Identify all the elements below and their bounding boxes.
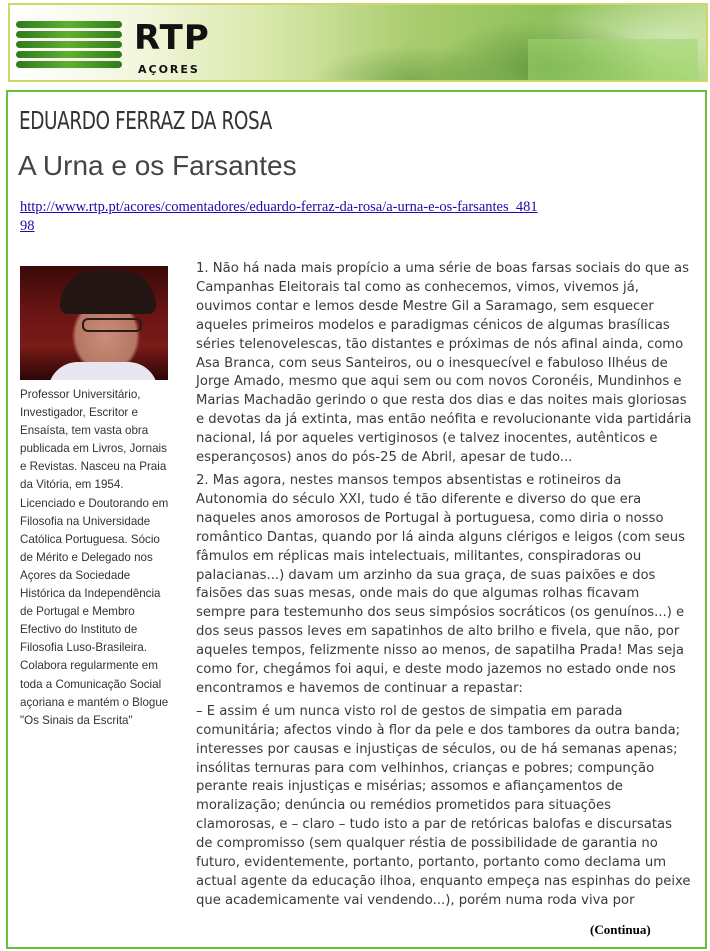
author-bio: Professor Universitário, Investigador, Escritor e Ensaísta, tem vasta obra publicada em Livros, Jornais e Revistas. Nasceu na Praia da Vitória, em 1954. Licenciado e Doutorando em Filosofia na Universidade Católica Portuguesa. Sócio de Mérito e Delegado nos Açores da Sociedade Histórica da Independência de Portugal e Membro Efectivo do Instituto de Filosofia Luso-Brasileira. Colabora regularmente em toda a Comunicação Social açoriana e mantém o Blogue "Os Sinais da Escrita": [20, 388, 169, 727]
continua-label: (Continua): [590, 922, 651, 937]
article-body: [196, 260, 692, 915]
paragraph: – E assim é um nunca visto rol de gestos de simpatia em parada comunitária; afectos vindo à flor da pele e dos tambores da outra banda; interesses por causas e injustiças de séculos, ou de há semanas apenas; insólitas ternuras para com velhinhos, crianças e pobres; compunção perante reais injustiças e misérias; assomos e afiançamentos de moralização; denúncia ou remédios prometidos para situações clamorosas, e – claro – tudo isto a par de retóricas balofas e discursatas de compromisso (sem qualquer réstia de possibilidade de garantia no futuro, evidentemente, portanto, portanto, portanto como declama um actual agente da educação ilhoa, enquanto empeça nas espinhas do peixe que academicamente vai vendendo...), porém numa roda viva por: [196, 703, 691, 908]
author-name: EDUARDO FERRAZ DA ROSA: [19, 106, 272, 135]
article-title: A Urna e os Farsantes: [18, 150, 297, 181]
author-photo: [20, 266, 168, 380]
article-url-link[interactable]: http://www.rtp.pt/acores/comentadores/eduardo-ferraz-da-rosa/a-urna-e-os-farsantes_48198: [20, 199, 538, 234]
rtp-logo-stripes-icon: [16, 21, 122, 69]
rtp-logo[interactable]: RTP: [134, 18, 210, 58]
rtp-logo-region: AÇORES: [138, 63, 200, 76]
header-banner: [8, 3, 708, 82]
banner-decoration: [528, 39, 698, 81]
paragraph: 1. Não há nada mais propício a uma série de boas farsas sociais do que as Campanhas Eleitorais tal como as conhecemos, vimos, vivemos já, ouvimos contar e lemos desde Mestre Gil a Saramago, sem esquecer aqueles primeiros modelos e paradigmas cénicos de algumas brasílicas séries telenovelescas, tão distantes e próximas de nós afinal ainda, como Asa Branca, com seus Santeiros, ou o inesquecível e fabuloso Ilhéus de Jorge Amado, mesmo que aqui sem ou com novos Coronéis, Mundinhos e Marias Machadão gerindo o que resta dos dias e das noites mais gloriosas e devotas da já extinta, mas então neófita e revolucionante vida partidária nacional, lá por aqueles vertiginosos (e talvez inocentes, autênticos e esperançosos) anos do pós-25 de Abril, apesar de tudo...: [196, 261, 692, 466]
paragraph: 2. Mas agora, nestes mansos tempos absentistas e rotineiros da Autonomia do século XXI, tudo é tão diferente e diverso do que era naqueles anos amorosos de Portugal à portuguesa, como diria o nosso romântico Dantas, quando por lá ainda alguns clérigos e leigos (com seus fâmulos em réplicas mais intelectuais, militantes, conspiradoras ou palacianas...) davam um arzinho da sua graça, de suas paixões e dos faisões das suas mesas, onde mais do que algumas rolhas ficavam sempre para testemunho dos seus simpósios socráticos (os genuínos...) e dos seus passos leves em sapatinhos de alto brilho e fivela, que não, por aqueles tempos, felizmente nisso ao menos, de sapatilha Prada! Mas seja como for, chegámos foi aqui, e deste modo jazemos no estado onde nos encontramos e havemos de continuar a repastar:: [196, 472, 685, 696]
